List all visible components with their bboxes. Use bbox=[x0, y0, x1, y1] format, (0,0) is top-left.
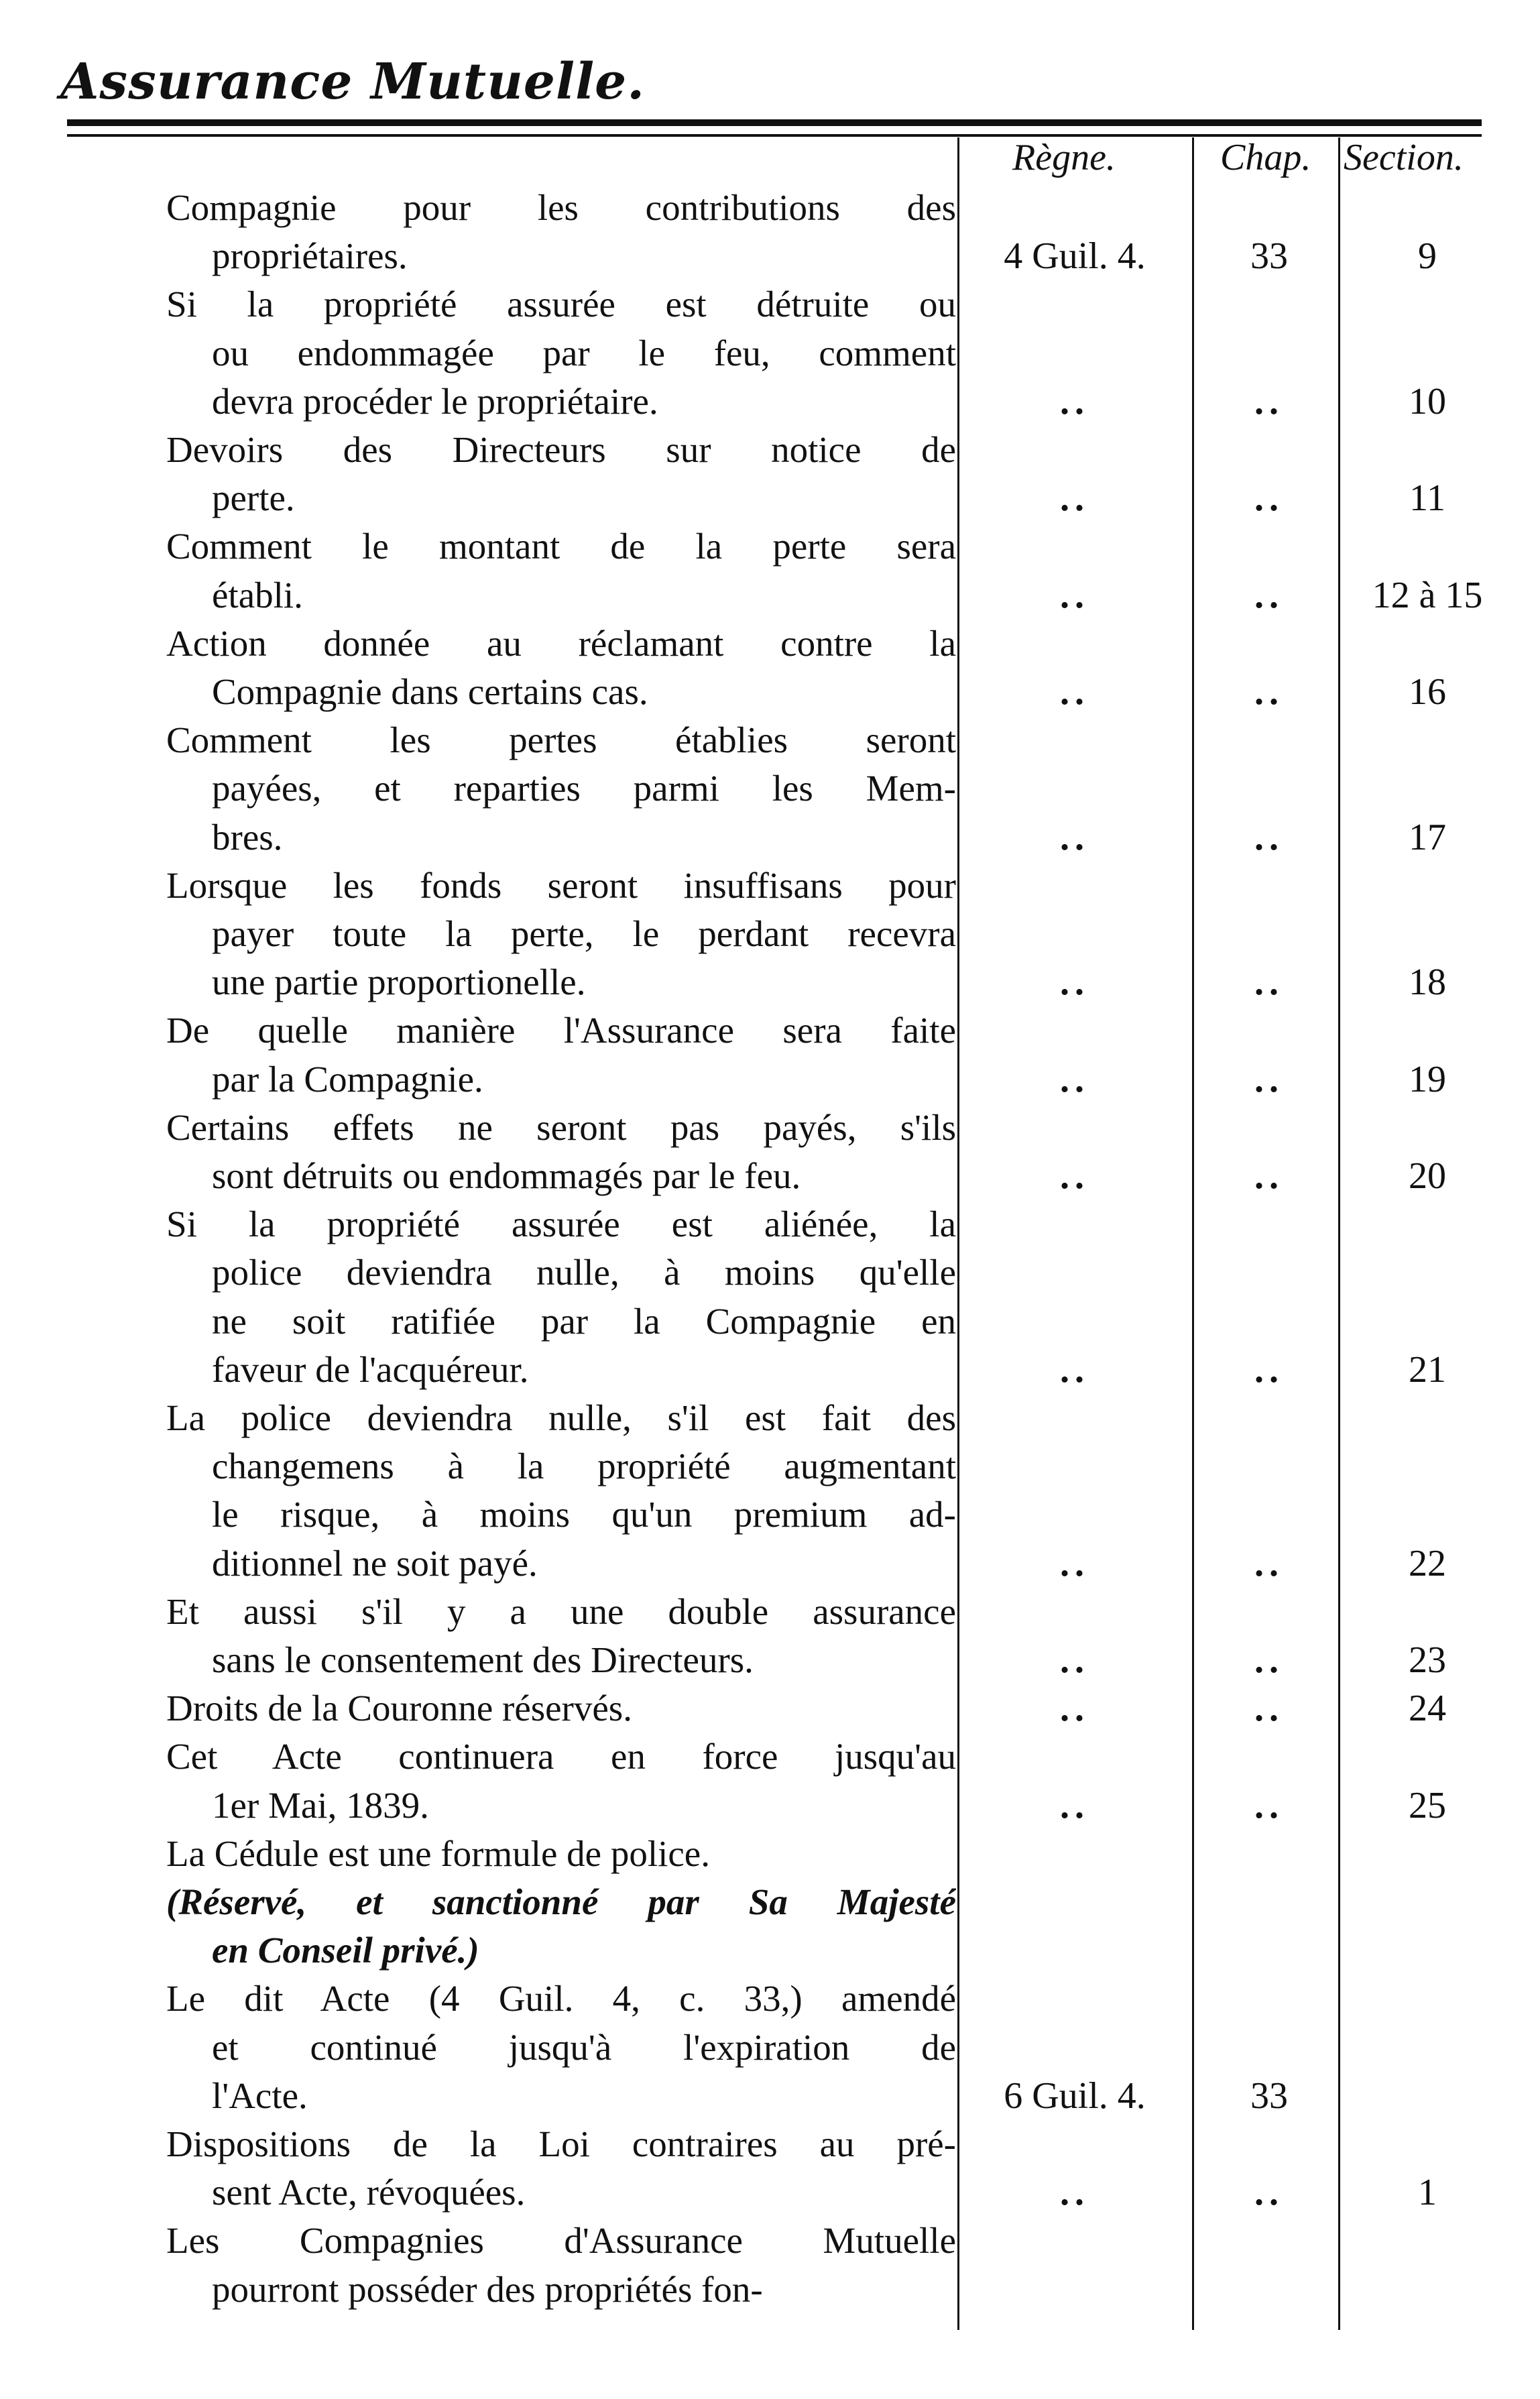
entry-text-line: par la Compagnie. bbox=[212, 1058, 483, 1100]
cell-chap: .. bbox=[1254, 1688, 1284, 1730]
cell-regne: .. bbox=[1060, 1784, 1089, 1826]
entry-text-line: Le dit Acte (4 Guil. 4, c. 33,) amendé bbox=[166, 1978, 956, 2020]
entry-text-line: (Réservé, et sanctionné par Sa Majesté bbox=[166, 1881, 956, 1922]
entry-text-line: Compagnie pour les contributions des bbox=[166, 187, 956, 228]
entry-text-line: une partie proportionelle. bbox=[212, 961, 586, 1003]
cell-chap: .. bbox=[1254, 816, 1284, 858]
cell-regne: .. bbox=[1060, 574, 1089, 616]
entry-text-line: Si la propriété assurée est aliénée, la bbox=[166, 1204, 956, 1245]
entry-text-line: faveur de l'acquéreur. bbox=[212, 1348, 529, 1390]
entry-text-line: Comment les pertes établies seront bbox=[166, 719, 956, 761]
cell-regne: .. bbox=[1060, 477, 1089, 520]
entry-text-line: ditionnel ne soit payé. bbox=[212, 1542, 538, 1584]
cell-section: 23 bbox=[1409, 1639, 1446, 1681]
entry-text-line: 1er Mai, 1839. bbox=[212, 1784, 429, 1826]
cell-section: 17 bbox=[1409, 816, 1446, 858]
entry-text-line: ou endommagée par le feu, comment bbox=[212, 332, 956, 373]
column-divider-section bbox=[1338, 137, 1340, 2330]
cell-chap: .. bbox=[1254, 477, 1284, 520]
entry-text-line: établi. bbox=[212, 574, 303, 616]
entry-text-line: et continué jusqu'à l'expiration de bbox=[212, 2026, 956, 2068]
cell-regne: .. bbox=[1060, 1542, 1089, 1584]
running-title: Assurance Mutuelle. bbox=[60, 53, 646, 111]
cell-regne: .. bbox=[1060, 1058, 1089, 1100]
entry-text-line: Action donnée au réclamant contre la bbox=[166, 622, 956, 664]
cell-section: 25 bbox=[1409, 1784, 1446, 1826]
entry-text-line: changemens à la propriété augmentant bbox=[212, 1446, 956, 1487]
entry-text-line: Les Compagnies d'Assurance Mutuelle bbox=[166, 2220, 956, 2262]
cell-chap: .. bbox=[1254, 1784, 1284, 1826]
cell-section: 12 à 15 bbox=[1372, 574, 1483, 616]
cell-regne: .. bbox=[1060, 1688, 1089, 1730]
entry-text-line: sans le consentement des Directeurs. bbox=[212, 1639, 754, 1680]
entry-text-line: Lorsque les fonds seront insuffisans pour bbox=[166, 864, 956, 906]
column-divider-regne bbox=[957, 137, 959, 2330]
cell-chap: .. bbox=[1254, 2172, 1284, 2214]
column-header-chap: Chap. bbox=[1220, 137, 1311, 178]
cell-chap: .. bbox=[1254, 1058, 1284, 1100]
cell-section: 21 bbox=[1409, 1348, 1446, 1391]
entry-text-line: payer toute la perte, le perdant recevra bbox=[212, 913, 956, 954]
entry-text-line: Certains effets ne seront pas payés, s'ils bbox=[166, 1106, 956, 1148]
cell-section: 11 bbox=[1409, 477, 1445, 520]
cell-regne: .. bbox=[1060, 816, 1089, 858]
cell-chap: .. bbox=[1254, 1155, 1284, 1197]
cell-chap: .. bbox=[1254, 1639, 1284, 1681]
column-header-section: Section. bbox=[1344, 137, 1464, 178]
entry-text-line: devra procéder le propriétaire. bbox=[212, 380, 658, 422]
entry-text-line: pourront posséder des propriétés fon- bbox=[212, 2268, 763, 2310]
cell-chap: .. bbox=[1254, 671, 1284, 713]
cell-chap: .. bbox=[1254, 1348, 1284, 1391]
entry-text-line: La Cédule est une formule de police. bbox=[166, 1832, 710, 1874]
cell-section: 19 bbox=[1409, 1058, 1446, 1100]
entry-text-line: ne soit ratifiée par la Compagnie en bbox=[212, 1300, 956, 1342]
entry-text-line: Devoirs des Directeurs sur notice de bbox=[166, 429, 956, 470]
cell-chap: .. bbox=[1254, 961, 1284, 1004]
cell-regne: .. bbox=[1060, 1348, 1089, 1391]
entry-text-line: Dispositions de la Loi contraires au pré- bbox=[166, 2123, 956, 2164]
cell-regne: .. bbox=[1060, 380, 1089, 422]
entry-text-line: Cet Acte continuera en force jusqu'au bbox=[166, 1736, 956, 1777]
cell-chap: .. bbox=[1254, 380, 1284, 422]
entry-text-line: en Conseil privé.) bbox=[212, 1930, 479, 1971]
entry-text-line: Compagnie dans certains cas. bbox=[212, 671, 648, 712]
entry-text-line: sont détruits ou endommagés par le feu. bbox=[212, 1155, 801, 1196]
cell-section: 10 bbox=[1409, 380, 1446, 422]
entry-text-line: police deviendra nulle, à moins qu'elle bbox=[212, 1252, 956, 1293]
entry-text-line: Droits de la Couronne réservés. bbox=[166, 1688, 632, 1729]
cell-chap: 33 bbox=[1250, 235, 1288, 278]
cell-regne: .. bbox=[1060, 1155, 1089, 1197]
cell-section: 18 bbox=[1409, 961, 1446, 1004]
column-divider-chap bbox=[1192, 137, 1194, 2330]
entry-text-line: Et aussi s'il y a une double assurance bbox=[166, 1590, 956, 1632]
cell-section: 22 bbox=[1409, 1542, 1446, 1584]
cell-regne: 6 Guil. 4. bbox=[1004, 2074, 1146, 2117]
cell-regne: .. bbox=[1060, 961, 1089, 1004]
entry-text-line: Si la propriété assurée est détruite ou bbox=[166, 284, 956, 325]
column-header-regne: Règne. bbox=[1012, 137, 1116, 178]
entry-text-line: La police deviendra nulle, s'il est fait des bbox=[166, 1397, 956, 1438]
entry-text-line: sent Acte, révoquées. bbox=[212, 2172, 526, 2213]
entry-text-line: l'Acte. bbox=[212, 2074, 308, 2116]
cell-regne: .. bbox=[1060, 671, 1089, 713]
entry-text-line: propriétaires. bbox=[212, 235, 408, 277]
cell-regne: .. bbox=[1060, 1639, 1089, 1681]
entry-text-line: perte. bbox=[212, 477, 295, 519]
cell-regne: .. bbox=[1060, 2172, 1089, 2214]
cell-section: 16 bbox=[1409, 671, 1446, 713]
cell-chap: 33 bbox=[1250, 2074, 1288, 2117]
entry-text-line: payées, et reparties parmi les Mem- bbox=[212, 768, 956, 809]
entry-text-line: bres. bbox=[212, 816, 283, 858]
cell-chap: .. bbox=[1254, 1542, 1284, 1584]
cell-section: 24 bbox=[1409, 1688, 1446, 1730]
entry-text-line: De quelle manière l'Assurance sera faite bbox=[166, 1010, 956, 1051]
cell-regne: 4 Guil. 4. bbox=[1004, 235, 1146, 278]
entry-text-line: Comment le montant de la perte sera bbox=[166, 526, 956, 567]
header-rule-thick bbox=[67, 119, 1482, 126]
cell-chap: .. bbox=[1254, 574, 1284, 616]
cell-section: 9 bbox=[1418, 235, 1437, 278]
cell-section: 1 bbox=[1418, 2172, 1437, 2214]
entry-text-line: le risque, à moins qu'un premium ad- bbox=[212, 1494, 956, 1535]
cell-section: 20 bbox=[1409, 1155, 1446, 1197]
